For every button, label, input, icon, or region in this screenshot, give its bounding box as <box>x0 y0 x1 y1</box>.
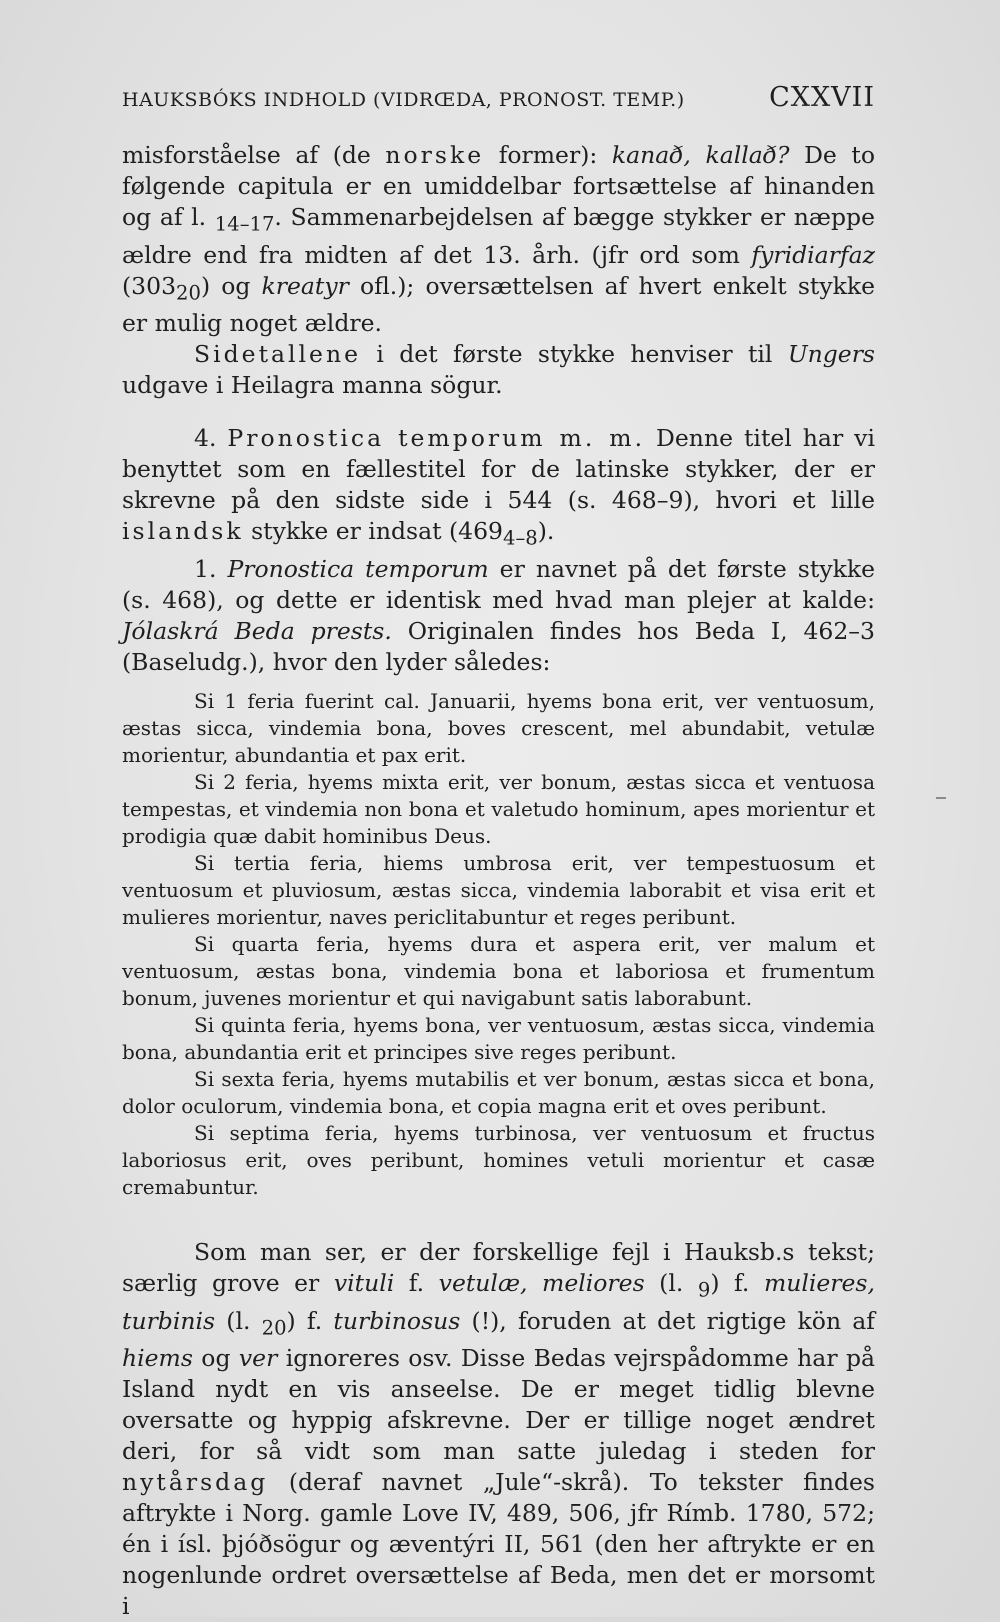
spaced-text: Sidetallene <box>194 340 362 369</box>
text-run: (l. <box>644 1269 698 1298</box>
latin-paragraph: Si quinta feria, hyems bona, ver ventuosum, æstas sicca, vindemia bona, abundantia erit et principes sive reges peribunt. <box>122 1013 875 1065</box>
item-number: 1. <box>194 555 228 584</box>
latin-paragraph: Si sexta feria, hyems mutabilis et ver bonum, æstas sicca et bona, dolor oculorum, vindemia bona, et copia magna erit et oves peribunt. <box>122 1067 875 1119</box>
text-run: ofl.); oversættelsen af hvert enkelt stykke er mulig noget ældre. <box>122 271 875 338</box>
latin-paragraph: Si 1 feria fuerint cal. Januarii, hyems bona erit, ver ventuosum, æstas sicca, vindemia bona, boves crescent, mel abundabit, vetulæ morientur, abundantia et pax erit. <box>122 689 875 768</box>
spaced-text: nytårsdag <box>122 1468 269 1497</box>
text-run: og <box>192 1344 239 1373</box>
latin-paragraph: Si quarta feria, hyems dura et aspera erit, ver malum et ventuosum, æstas bona, vindemia bona et laboriosa et frumentum bonum, juvenes morientur et qui navigabunt satis laborabunt. <box>122 932 875 1011</box>
text-run: (l. <box>215 1306 262 1335</box>
italic-text: Jólaskrá Beda prests. <box>122 617 392 646</box>
latin-paragraph: Si 2 feria, hyems mixta erit, ver bonum, æstas sicca et ventuosa tempestas, et vindemia non bona et valetudo hominum, apes morientur et prodigia quæ dabit hominibus Deus. <box>122 770 875 849</box>
line-ref: 9 <box>697 1278 711 1302</box>
spaced-text: islandsk <box>122 517 244 546</box>
text-run: Originalen findes hos Beda I, 462–3 (Baseludg.), hvor den lyder således: <box>122 617 875 677</box>
section-number: 4. <box>194 424 217 453</box>
paragraph-pronostica <box>122 554 875 678</box>
italic-text: ver <box>238 1344 278 1373</box>
text-run: ) og <box>200 271 262 300</box>
margin-mark <box>936 797 946 799</box>
italic-text: vetulæ, meliores <box>438 1269 645 1298</box>
text-run: ) f. <box>710 1269 764 1298</box>
italic-text: kreatyr <box>261 271 349 300</box>
text-run: . Sammenarbejdelsen af bægge stykker er næppe ældre end fra midten af det 13. årh. (jfr ord som <box>122 203 876 269</box>
line-ref: 20 <box>261 1316 287 1340</box>
latin-paragraph: Si septima feria, hyems turbinosa, ver ventuosum et fructus laboriosus erit, oves peribunt, homines vetuli morientur et casæ cremabuntur. <box>122 1121 875 1200</box>
italic-text: hiems <box>122 1344 193 1373</box>
paragraph-continuation <box>122 140 875 339</box>
line-ref: 4–8 <box>503 527 538 551</box>
text-run: ignoreres osv. Disse Bedas vejrspådomme har på Island nydt en vis anseelse. De er meget tidlig blevne oversatte og hyppig afskrevne. Der er tillige noget ændret deri, for så vidt som man satte juledag i steden for <box>122 1344 875 1466</box>
text-run: stykke er indsat (469 <box>243 517 504 546</box>
text-run: former): <box>484 141 612 169</box>
page-header <box>122 82 875 113</box>
latin-quotation <box>122 688 875 1201</box>
text-run: udgave i Heilagra manna sögur. <box>122 371 503 400</box>
text-run: misforståelse af (de <box>122 141 386 169</box>
italic-text: fyridiarfaz <box>751 240 875 269</box>
text-run: f. <box>394 1269 439 1298</box>
text-run: i det første stykke henviser til <box>361 340 788 369</box>
text-run: (!), foruden at det rigtige kön af <box>460 1306 875 1335</box>
section-title: Pronostica temporum m. m. <box>227 424 646 453</box>
line-ref: 14–17 <box>214 212 275 236</box>
italic-text: vituli <box>333 1269 395 1298</box>
latin-paragraph: Si tertia feria, hiems umbrosa erit, ver tempestuosum et ventuosum et pluviosum, æstas sicca, vindemia laborabit et visa erit et mulieres morientur, naves periclitabuntur et reges peribunt. <box>122 851 875 930</box>
spaced-text: norske <box>385 141 485 169</box>
page-body <box>122 140 875 1622</box>
text-run: Som man ser, er der forskellige fejl i Hauksb.s tekst; særlig grove er <box>122 1238 875 1298</box>
running-head: HAUKSBÓKS INDHOLD (VIDRŒDA, PRONOST. TEMP.) <box>122 89 685 111</box>
italic-text: kanað, kallað? <box>611 141 790 169</box>
line-ref: 20 <box>176 281 201 305</box>
text-run: (deraf navnet „Jule“-skrå). To tekster findes aftrykte i Norg. gamle Love IV, 489, 506, jfr Rímb. 1780, 572; én i ísl. þjóðsögur og æventýri II, 561 (den her aftrykte er en nogenlunde ordret oversættelse af Beda, men det er morsomt i <box>122 1468 875 1621</box>
paragraph-sidetallene <box>122 339 875 401</box>
text-run: Denne titel har vi benyttet som en fællestitel for de latinske stykker, der er skrevne på den sidste side i 544 (s. 468–9), hvori et lille <box>122 424 875 515</box>
text-run: (303 <box>122 271 177 300</box>
text-run: De to følgende capitula er en umiddelbar fortsættelse af hinanden og af l. <box>122 141 876 231</box>
paragraph-commentary <box>122 1237 875 1622</box>
text-run: er navnet på det første stykke (s. 468), og dette er identisk med hvad man plejer at kalde: <box>122 555 875 615</box>
text-run: ). <box>537 517 555 546</box>
page-number: CXXVII <box>769 82 875 113</box>
text-run: ) f. <box>286 1306 334 1335</box>
section-4-heading-paragraph <box>122 423 875 554</box>
italic-text: turbinosus <box>333 1306 461 1335</box>
italic-text: Pronostica temporum <box>227 555 489 584</box>
italic-text: mulieres, turbinis <box>122 1269 875 1335</box>
italic-text: Ungers <box>787 340 875 369</box>
